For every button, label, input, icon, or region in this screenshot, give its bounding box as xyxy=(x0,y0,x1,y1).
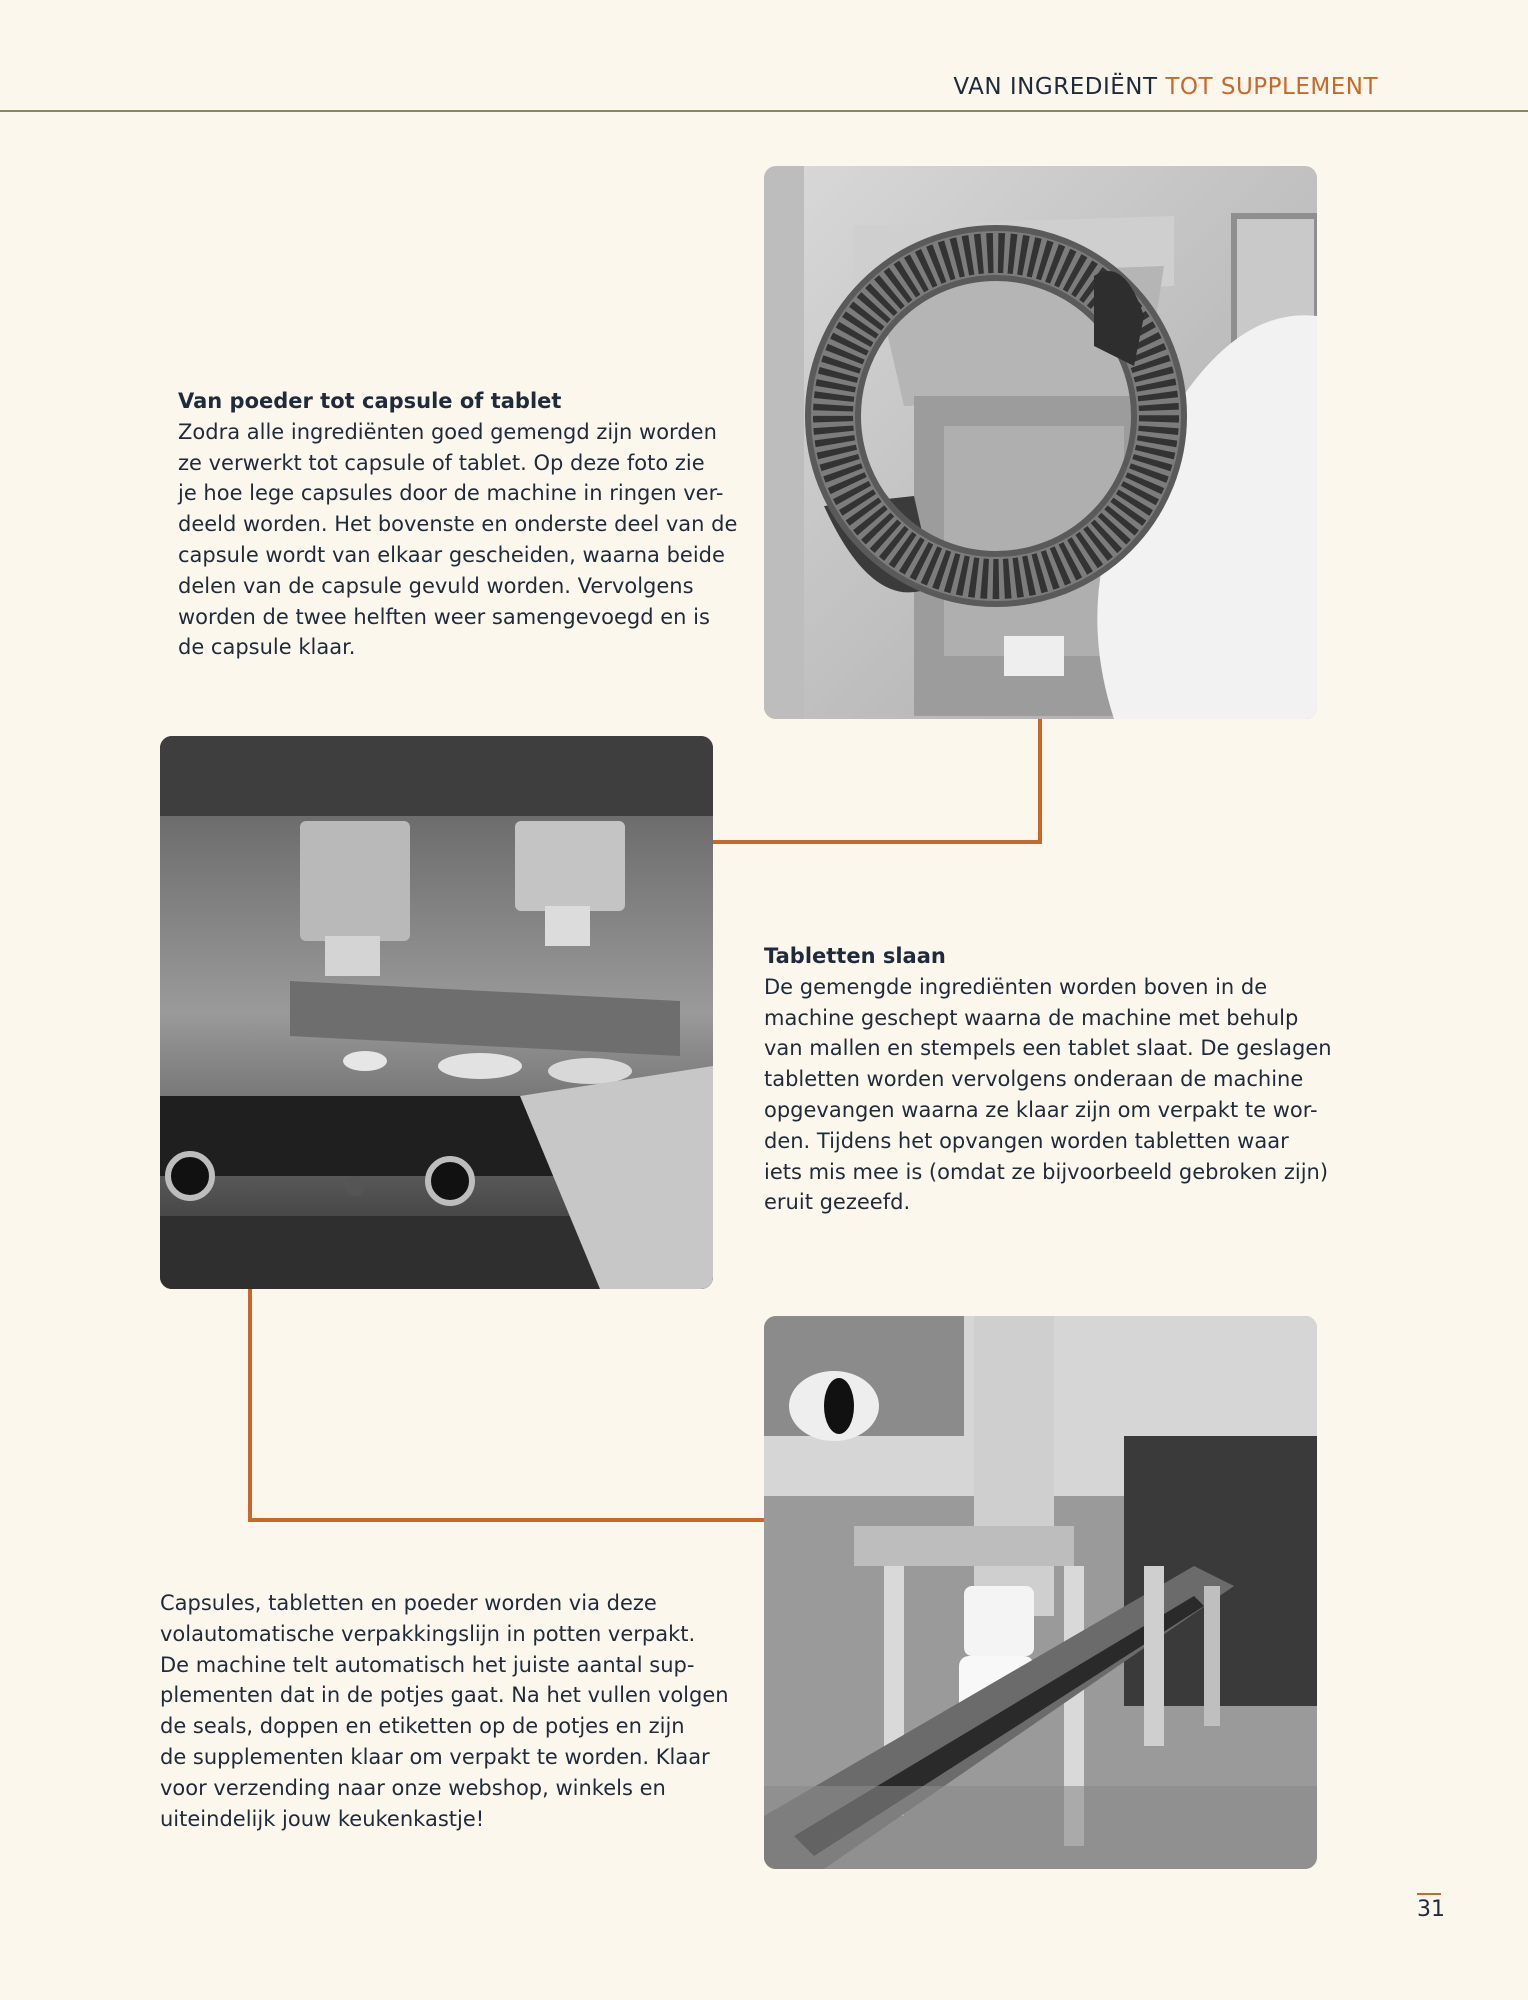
text-line: de seals, doppen en etiketten op de potjes en zijn xyxy=(160,1714,685,1739)
header-title xyxy=(953,74,1378,100)
text-line: worden de twee helften weer samengevoegd en is xyxy=(178,604,710,629)
text-line: den. Tijdens het opvangen worden tabletten waar xyxy=(764,1128,1289,1153)
text-line: opgevangen waarna ze klaar zijn om verpakt te wor- xyxy=(764,1097,1318,1122)
connector-line xyxy=(1038,718,1042,844)
text-line: de supplementen klaar om verpakt te worden. Klaar xyxy=(160,1744,710,1769)
section-heading: Van poeder tot capsule of tablet xyxy=(178,389,562,413)
text-line: delen van de capsule gevuld worden. Vervolgens xyxy=(178,573,694,598)
text-line: iets mis mee is (omdat ze bijvoorbeeld gebroken zijn) xyxy=(764,1159,1329,1184)
text-line: de capsule klaar. xyxy=(178,635,356,660)
section-capsule-text xyxy=(178,386,737,663)
text-line: De machine telt automatisch het juiste aantal sup- xyxy=(160,1652,695,1677)
text-line: volautomatische verpakkingslijn in potten verpakt. xyxy=(160,1621,696,1646)
section-heading: Tabletten slaan xyxy=(764,944,946,968)
text-line: capsule wordt van elkaar gescheiden, waarna beide xyxy=(178,542,725,567)
text-line: deeld worden. Het bovenste en onderste deel van de xyxy=(178,512,738,537)
header-title-dark: VAN INGREDIËNT xyxy=(953,74,1158,100)
page-header xyxy=(0,0,1528,112)
text-line: tabletten worden vervolgens onderaan de machine xyxy=(764,1067,1304,1092)
text-line: Zodra alle ingrediënten goed gemengd zijn worden xyxy=(178,419,717,444)
text-line: machine geschept waarna de machine met behulp xyxy=(764,1005,1299,1030)
text-line: eruit gezeefd. xyxy=(764,1190,911,1215)
photo-packaging-line xyxy=(764,1316,1317,1869)
connector-line xyxy=(248,1288,252,1522)
photo-capsule-ring xyxy=(764,166,1317,719)
photo-tablet-press xyxy=(160,736,713,1289)
section-tablet-text xyxy=(764,941,1332,1218)
text-line: De gemengde ingrediënten worden boven in de xyxy=(764,974,1268,999)
text-line: plementen dat in de potjes gaat. Na het vullen volgen xyxy=(160,1683,729,1708)
text-line: uiteindelijk jouw keukenkastje! xyxy=(160,1806,485,1831)
connector-line xyxy=(248,1518,764,1522)
text-line: je hoe lege capsules door de machine in ringen ver- xyxy=(178,481,724,506)
header-title-accent: TOT SUPPLEMENT xyxy=(1165,74,1378,100)
section-packaging-text xyxy=(160,1588,729,1834)
text-line: van mallen en stempels een tablet slaat. De geslagen xyxy=(764,1036,1332,1061)
page-number: 31 xyxy=(1417,1893,1441,1922)
text-line: voor verzending naar onze webshop, winkels en xyxy=(160,1775,666,1800)
text-line: ze verwerkt tot capsule of tablet. Op deze foto zie xyxy=(178,450,705,475)
connector-line xyxy=(712,840,1042,844)
text-line: Capsules, tabletten en poeder worden via deze xyxy=(160,1591,657,1615)
